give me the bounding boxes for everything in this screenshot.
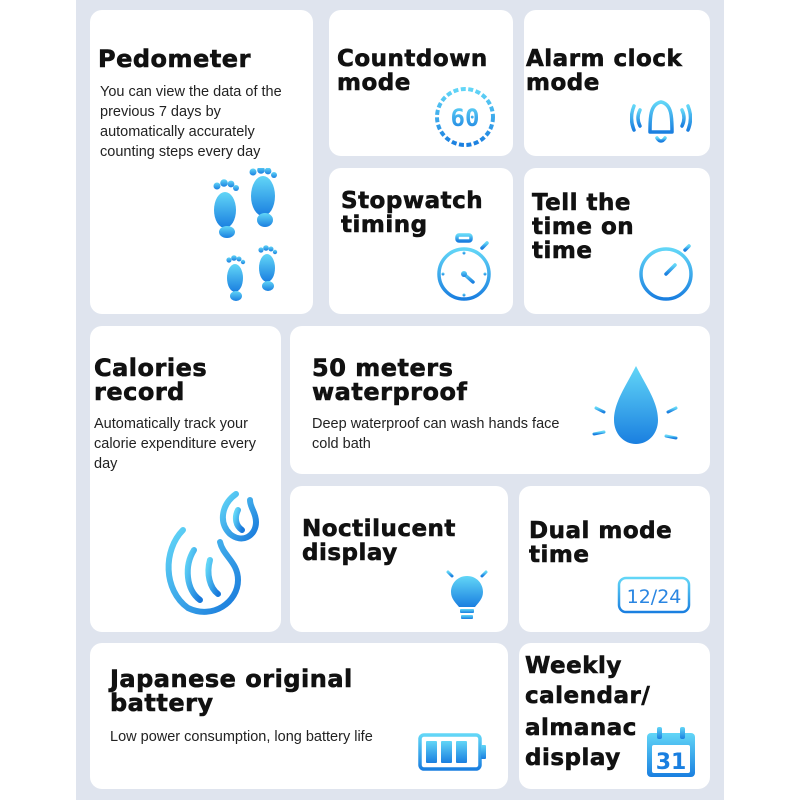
pedometer-title: Pedometer xyxy=(98,45,251,73)
card-alarm xyxy=(524,10,710,156)
card-countdown xyxy=(329,10,513,156)
calendar-title-line2: calendar/ xyxy=(525,683,651,709)
dual-mode-title-line2: time xyxy=(529,542,590,568)
countdown-60-icon xyxy=(434,86,496,148)
card-battery xyxy=(90,643,508,789)
light-bulb-icon xyxy=(440,562,494,622)
card-stopwatch xyxy=(329,168,513,314)
battery-description: Low power consumption, long battery life xyxy=(110,729,373,745)
waterproof-description: Deep waterproof can wash hands face cold bath xyxy=(312,416,560,452)
card-noctilucent xyxy=(290,486,508,632)
alarm-title-line2: mode xyxy=(526,70,600,96)
countdown-title-line2: mode xyxy=(337,70,411,96)
calories-description: Automatically track your calorie expenditure every day xyxy=(94,416,257,472)
feature-panel xyxy=(76,0,724,800)
countdown-title-line1: Countdown xyxy=(337,46,488,72)
card-tell-time xyxy=(524,168,710,314)
card-dual-mode xyxy=(519,486,710,632)
alarm-title-line1: Alarm clock xyxy=(526,46,683,72)
battery-title-line2: battery xyxy=(110,689,214,717)
battery-title-line1: Japanese original xyxy=(110,665,353,693)
noctilucent-title-line1: Noctilucent xyxy=(302,516,456,542)
flame-icon xyxy=(158,490,268,620)
waterproof-title-line2: waterproof xyxy=(312,378,468,406)
calendar-icon xyxy=(645,725,697,779)
dual-mode-title-line1: Dual mode xyxy=(529,518,673,544)
dual-mode-icon-text: 12/24 xyxy=(626,586,682,608)
tell-time-title-line2: time on xyxy=(532,214,635,240)
water-drop-icon xyxy=(586,362,686,452)
card-calendar xyxy=(519,643,710,789)
calendar-title-line1: Weekly xyxy=(525,653,622,679)
timer-icon xyxy=(636,236,696,304)
pedometer-description: You can view the data of the previous 7 days by automatically accurately counting steps every day xyxy=(100,84,282,160)
stopwatch-title-line2: timing xyxy=(341,212,428,238)
tell-time-title-line3: time xyxy=(532,238,593,264)
stopwatch-title-line1: Stopwatch xyxy=(341,188,484,214)
bell-icon xyxy=(630,88,692,150)
stopwatch-icon xyxy=(435,232,493,304)
battery-icon xyxy=(418,731,488,773)
card-waterproof xyxy=(290,326,710,474)
calendar-icon-day: 31 xyxy=(655,750,687,775)
footprints-icon xyxy=(205,168,295,308)
waterproof-title-line1: 50 meters xyxy=(312,354,454,382)
calories-title-line2: record xyxy=(94,378,185,406)
card-calories xyxy=(90,326,281,632)
card-pedometer xyxy=(90,10,313,314)
calendar-title-line4: display xyxy=(525,745,621,771)
tell-time-title-line1: Tell the xyxy=(532,190,631,216)
clock-12-24-icon xyxy=(617,576,691,614)
calories-title-line1: Calories xyxy=(94,354,208,382)
calendar-title-line3: almanac xyxy=(525,715,637,741)
countdown-icon-number: 60 xyxy=(450,104,480,132)
noctilucent-title-line2: display xyxy=(302,540,398,566)
